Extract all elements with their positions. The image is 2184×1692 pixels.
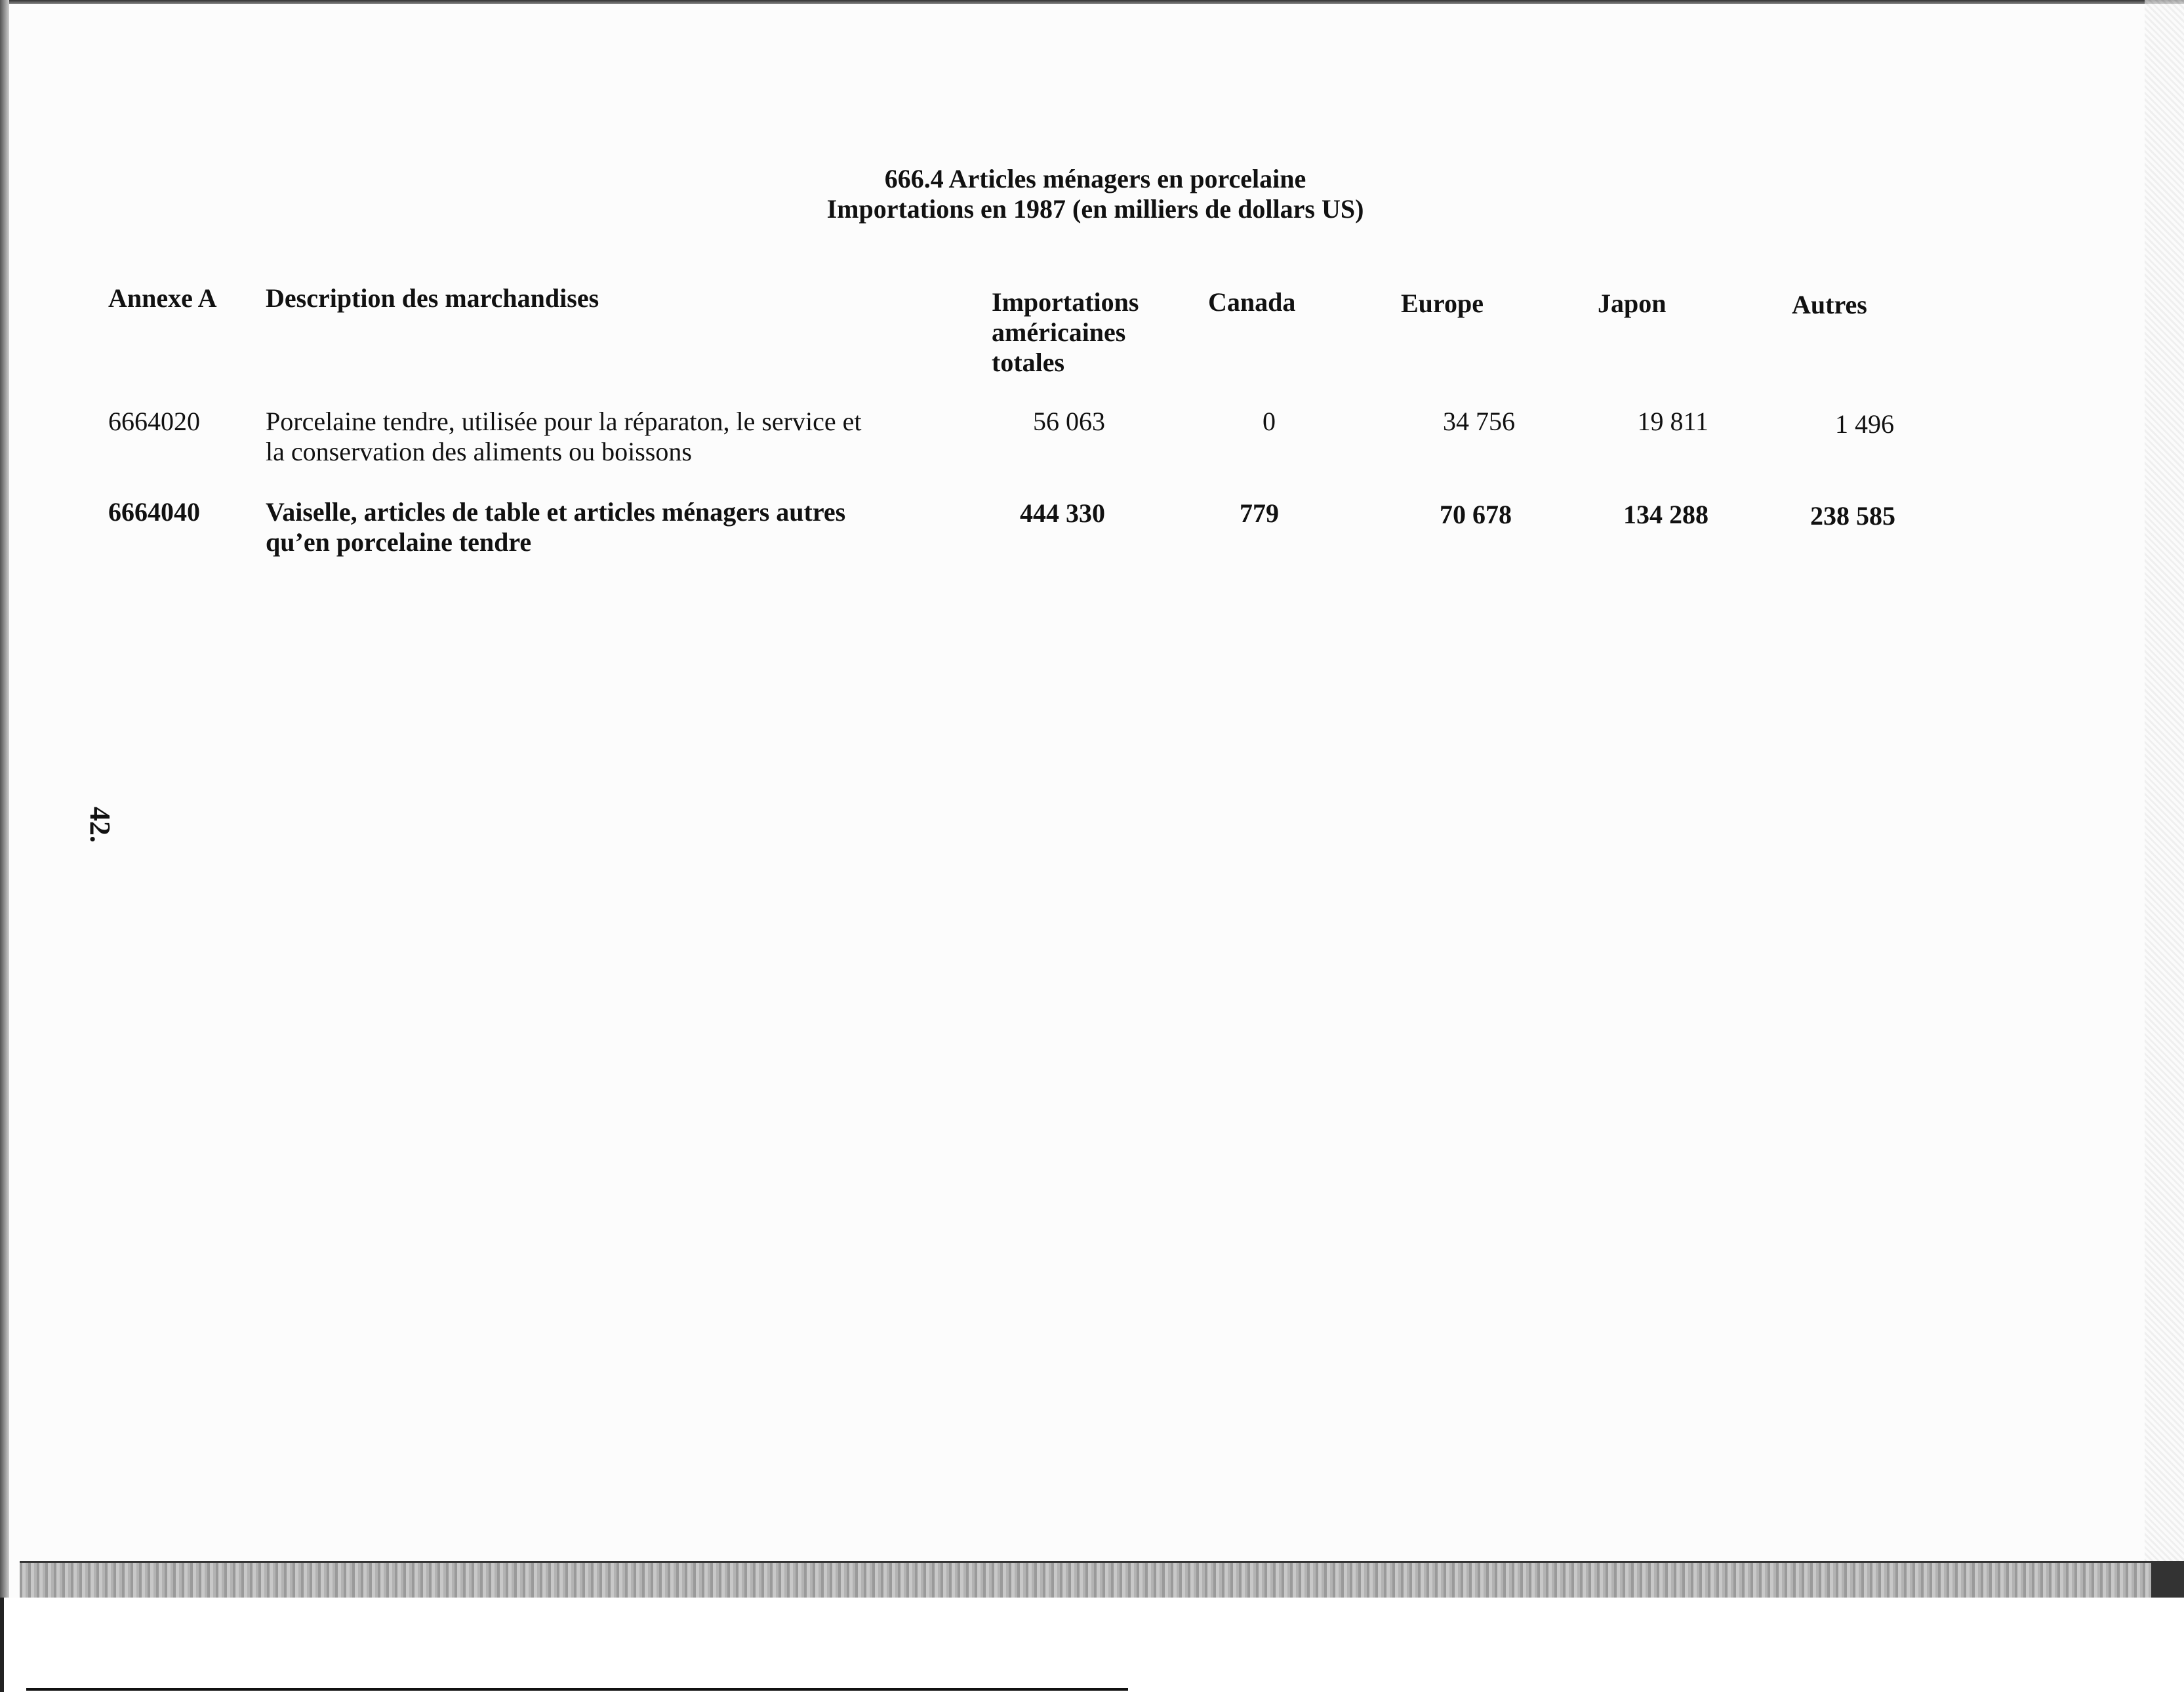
scan-top-edge [0,0,2184,4]
row-2-canada: 779 [1240,498,1279,528]
row-1-japon: 19 811 [1637,407,1709,436]
header-europe: Europe [1401,289,1484,318]
page-number: 42. [84,807,116,843]
header-importations-line-1: Importations [992,287,1139,317]
scan-fold-band-end [2151,1561,2184,1598]
title-line-2: Importations en 1987 (en milliers de dollars US) [826,194,1364,224]
row-1-description [266,407,935,467]
header-autres: Autres [1792,290,1867,319]
row-1-description-line-1: Porcelaine tendre, utilisée pour la réparaton, le service et [266,407,862,436]
header-importations [992,287,1139,378]
scan-left-edge [0,0,9,1600]
title-line-1: 666.4 Articles ménagers en porcelaine [884,164,1306,193]
header-description: Description des marchandises [266,283,599,313]
scan-right-edge [2145,0,2184,1600]
header-importations-line-2: américaines [992,317,1126,347]
row-2-code: 6664040 [108,497,200,527]
adjacent-page-strip [0,1598,2184,1692]
table-title [689,164,1502,224]
header-japon: Japon [1598,289,1667,318]
row-1-description-line-2: la conservation des aliments ou boissons [266,437,692,466]
row-2-europe: 70 678 [1440,500,1512,529]
row-1-code: 6664020 [108,407,200,436]
row-2-description-line-2: qu’en porcelaine tendre [266,527,532,557]
row-2-autres: 238 585 [1810,501,1895,531]
row-2-description-line-1: Vaiselle, articles de table et articles ménagers autres [266,497,846,527]
adjacent-page-rule [26,1688,1128,1691]
row-1-canada: 0 [1263,407,1276,436]
header-importations-line-3: totales [992,348,1065,377]
row-2-description [266,497,935,557]
row-1-europe: 34 756 [1443,407,1515,436]
row-1-total: 56 063 [1033,407,1105,436]
scan-fold-band [20,1561,2164,1601]
row-2-total: 444 330 [1020,498,1105,528]
row-2-japon: 134 288 [1623,500,1709,529]
row-1-autres: 1 496 [1835,409,1894,439]
header-annexe: Annexe A [108,283,217,313]
header-canada: Canada [1208,287,1296,317]
